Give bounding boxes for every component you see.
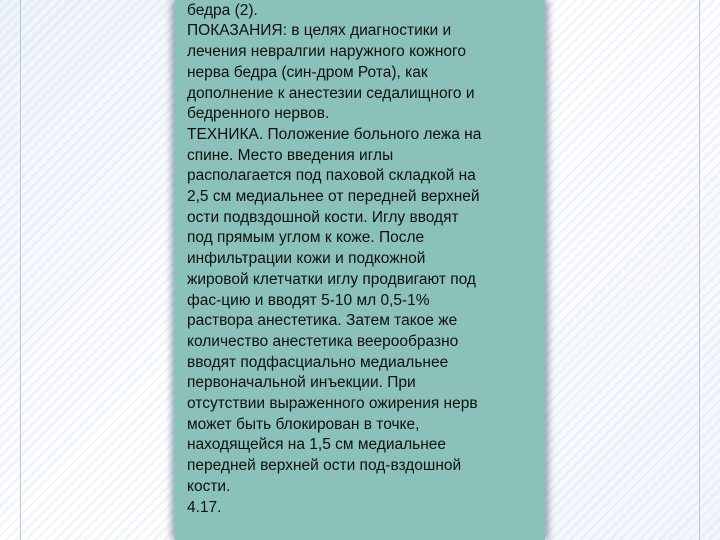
text-line: бедра (2). xyxy=(187,1,258,19)
text-line: инфильтрации кожи и подкожной xyxy=(187,250,426,268)
text-line: спине. Место введения иглы xyxy=(187,146,394,164)
text-line: дополнение к анестезии седалищного и xyxy=(187,84,475,102)
text-line: ТЕХНИКА. Положение больного лежа на xyxy=(187,125,482,143)
text-line: жировой клетчатки иглу продвигают под xyxy=(187,270,476,288)
slide-body-text xyxy=(187,0,539,518)
text-line: ости подвздошной кости. Иглу вводят xyxy=(187,208,459,226)
text-line: количество анестетика веерообразно xyxy=(187,332,459,350)
text-line: кости. xyxy=(187,477,231,495)
text-line: бедренного нервов. xyxy=(187,105,330,123)
text-line: ПОКАЗАНИЯ: в целях диагностики и xyxy=(187,22,452,40)
background-frame-line-left xyxy=(20,0,21,540)
text-line: может быть блокирован в точке, xyxy=(187,415,420,433)
text-line: передней верхней ости под-вздошной xyxy=(187,457,462,475)
text-line: 4.17. xyxy=(187,498,222,516)
text-line: нерва бедра (син-дром Рота), как xyxy=(187,63,428,81)
background-frame-line-right xyxy=(699,0,700,540)
text-line: лечения невралгии наружного кожного xyxy=(187,43,466,61)
text-line: под прямым углом к коже. После xyxy=(187,229,425,247)
text-line: 2,5 см медиальнее от передней верхней xyxy=(187,188,480,206)
text-line: первоначальной инъекции. При xyxy=(187,374,416,392)
text-line: располагается под паховой складкой на xyxy=(187,167,476,185)
text-line: находящейся на 1,5 см медиальнее xyxy=(187,436,447,454)
text-line: отсутствии выраженного ожирения нерв xyxy=(187,395,478,413)
text-line: вводят подфасциально медиальнее xyxy=(187,353,449,371)
text-line: раствора анестетика. Затем такое же xyxy=(187,312,458,330)
text-line: фас-цию и вводят 5-10 мл 0,5-1% xyxy=(187,291,430,309)
slide-text-panel xyxy=(175,0,545,540)
